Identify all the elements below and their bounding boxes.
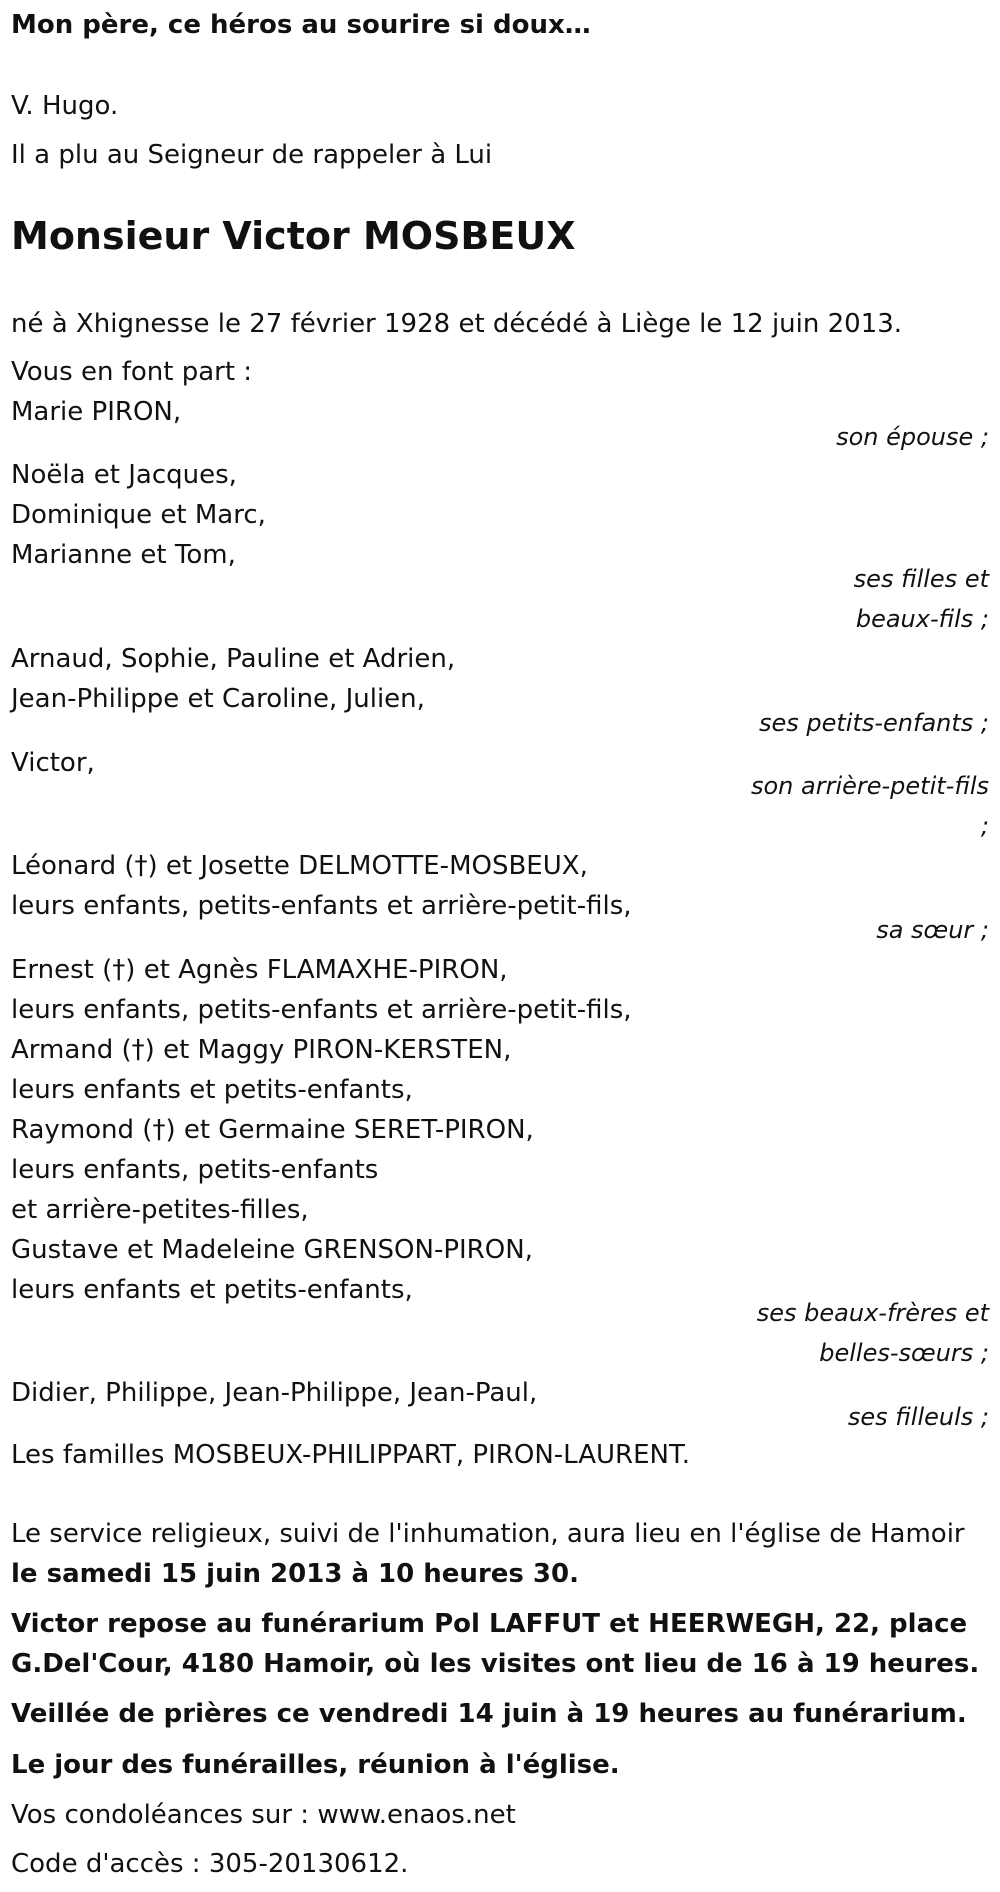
- daughters-role-cont: beaux-fils ;: [855, 605, 989, 633]
- in-laws-role: ses beaux-frères et: [756, 1299, 989, 1327]
- in-law-line: leurs enfants et petits-enfants,: [11, 1275, 413, 1305]
- great-grandchild-role-cont: ;: [980, 812, 989, 840]
- in-law-line: Raymond (†) et Germaine SERET-PIRON,: [11, 1115, 534, 1145]
- sister-line: Léonard (†) et Josette DELMOTTE-MOSBEUX,: [11, 851, 588, 881]
- godchildren-role: ses filleuls ;: [847, 1403, 989, 1431]
- in-law-line: leurs enfants, petits-enfants: [11, 1155, 379, 1185]
- service-date: le samedi 15 juin 2013 à 10 heures 30.: [11, 1559, 579, 1589]
- daughters-role: ses filles et: [853, 565, 989, 593]
- grandchildren-role: ses petits-enfants ;: [758, 709, 989, 737]
- grandchildren-line: Arnaud, Sophie, Pauline et Adrien,: [11, 644, 456, 674]
- intro-text: Il a plu au Seigneur de rappeler à Lui: [11, 140, 493, 170]
- spouse-name: Marie PIRON,: [11, 397, 182, 427]
- sister-role: sa sœur ;: [876, 916, 989, 944]
- epigraph: Mon père, ce héros au sourire si doux…: [11, 10, 591, 40]
- service-line: Le service religieux, suivi de l'inhumation, aura lieu en l'église de Hamoir: [11, 1519, 965, 1549]
- daughter-line: Marianne et Tom,: [11, 540, 236, 570]
- funeral-home-line: G.Del'Cour, 4180 Hamoir, où les visites ont lieu de 16 à 19 heures.: [11, 1649, 980, 1679]
- birth-death-line: né à Xhignesse le 27 février 1928 et décédé à Liège le 12 juin 2013.: [11, 309, 903, 339]
- in-law-line: Ernest (†) et Agnès FLAMAXHE-PIRON,: [11, 955, 508, 985]
- spouse-role: son épouse ;: [836, 423, 989, 451]
- epigraph-author: V. Hugo.: [11, 91, 119, 121]
- godchildren-line: Didier, Philippe, Jean-Philippe, Jean-Paul,: [11, 1378, 538, 1408]
- grandchildren-line: Jean-Philippe et Caroline, Julien,: [11, 684, 425, 714]
- great-grandchild-line: Victor,: [11, 748, 95, 778]
- funeral-home-line: Victor repose au funérarium Pol LAFFUT et HEERWEGH, 22, place: [11, 1609, 968, 1639]
- sister-line: leurs enfants, petits-enfants et arrière-petit-fils,: [11, 891, 632, 921]
- meeting-line: Le jour des funérailles, réunion à l'église.: [11, 1750, 620, 1780]
- great-grandchild-role: son arrière-petit-fils: [750, 772, 989, 800]
- condolences-line: Vos condoléances sur : www.enaos.net: [11, 1800, 516, 1830]
- daughter-line: Dominique et Marc,: [11, 500, 266, 530]
- in-law-line: et arrière-petites-filles,: [11, 1195, 309, 1225]
- in-laws-role-cont: belles-sœurs ;: [819, 1339, 989, 1367]
- deceased-name: Monsieur Victor MOSBEUX: [11, 214, 576, 258]
- daughter-line: Noëla et Jacques,: [11, 460, 237, 490]
- in-law-line: leurs enfants, petits-enfants et arrière-petit-fils,: [11, 995, 632, 1025]
- in-law-line: leurs enfants et petits-enfants,: [11, 1075, 413, 1105]
- vigil-line: Veillée de prières ce vendredi 14 juin à 19 heures au funérarium.: [11, 1699, 967, 1729]
- announce-line: Vous en font part :: [11, 357, 253, 387]
- in-law-line: Gustave et Madeleine GRENSON-PIRON,: [11, 1235, 533, 1265]
- in-law-line: Armand (†) et Maggy PIRON-KERSTEN,: [11, 1035, 512, 1065]
- families-line: Les familles MOSBEUX-PHILIPPART, PIRON-LAURENT.: [11, 1440, 691, 1470]
- access-code-line: Code d'accès : 305-20130612.: [11, 1849, 409, 1879]
